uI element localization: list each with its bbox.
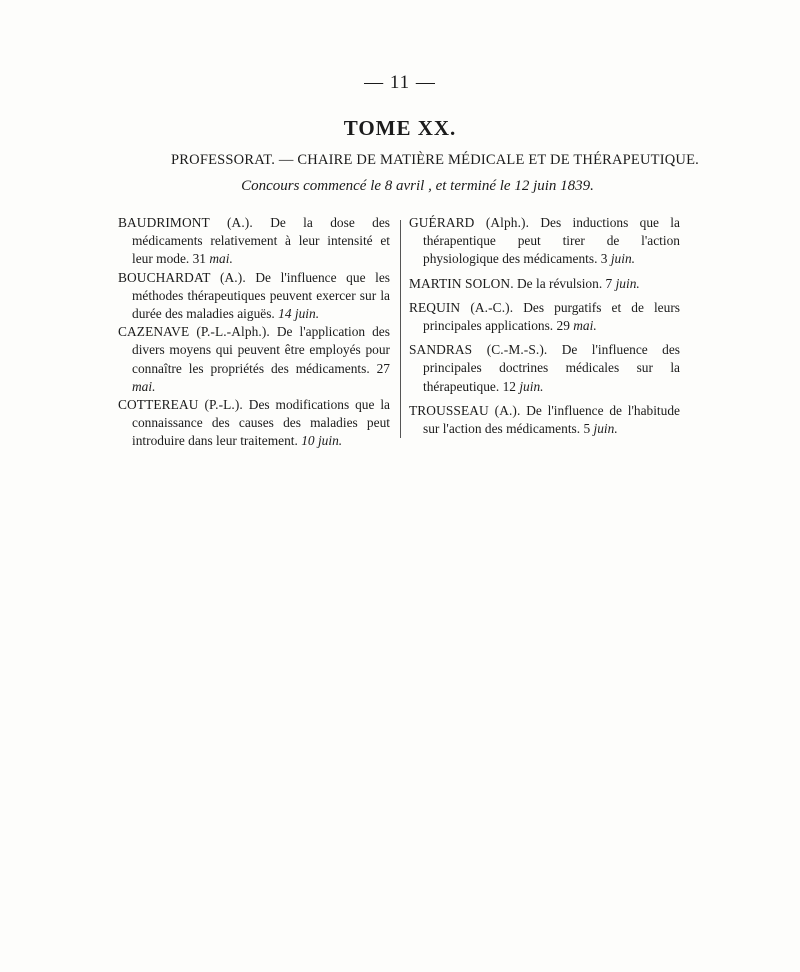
entry-date: 10 juin. <box>301 433 343 449</box>
entry-title: Des inductions que la thérapentique peut tirer de l'action physiologique des médicaments. 3 <box>423 215 680 267</box>
entry-author: MARTIN SOLON. <box>409 275 514 291</box>
dates-text: Concours commencé le 8 avril , et terminé le 12 juin 1839. <box>241 178 594 194</box>
entry-author: BOUCHARDAT (A.). <box>118 269 246 285</box>
entry-author: TROUSSEAU (A.). <box>409 402 521 418</box>
entry-title: De l'influence que les méthodes thérapeutiques peuvent exercer sur la durée des maladies aiguës. <box>132 269 390 322</box>
entry-date: juin. <box>615 275 640 291</box>
list-item <box>409 214 680 269</box>
subject-text: PROFESSORAT. — CHAIRE DE MATIÈRE MÉDICALE ET DE THÉRAPEUTIQUE. <box>171 152 699 168</box>
page-number: — 11 — <box>364 72 436 93</box>
entry-author: BAUDRIMONT (A.). <box>118 215 253 230</box>
column-divider <box>400 220 401 438</box>
entry-author: GUÉRARD (Alph.). <box>409 215 530 230</box>
entry-author: REQUIN (A.-C.). <box>409 299 514 315</box>
entry-date: mai. <box>209 251 233 267</box>
entry-title: De l'influence de l'habitude sur l'action des médicaments. 5 <box>423 402 680 437</box>
list-item <box>409 402 680 438</box>
list-item <box>409 299 680 335</box>
list-item <box>409 341 680 396</box>
page-title: TOME XX. <box>343 116 457 140</box>
entry-title: Des modifications que la connaissance des causes des maladies peut introduire dans leur traitement. <box>132 397 390 449</box>
list-item <box>118 396 390 451</box>
entry-date: juin. <box>519 378 544 394</box>
entry-author: SANDRAS (C.-M.-S.). <box>409 342 548 358</box>
entry-title: De la révulsion. 7 <box>517 275 613 291</box>
entry-date: juin. <box>610 251 636 267</box>
left-column <box>118 214 390 451</box>
list-item <box>118 323 390 396</box>
list-item <box>409 275 680 293</box>
entry-date: mai. <box>573 318 597 334</box>
right-column <box>409 214 680 444</box>
list-item <box>118 214 390 269</box>
entry-title: De la dose des médicaments relativement à leur intensité et leur mode. 31 <box>132 215 391 267</box>
competition-dates <box>0 178 800 195</box>
entry-date: juin. <box>593 421 618 437</box>
entry-title: De l'influence des principales doctrines médicales sur la thérapeutique. 12 <box>423 342 680 394</box>
section-subject <box>0 152 800 169</box>
list-item <box>118 269 390 324</box>
entry-date: mai. <box>132 378 156 394</box>
entry-title: Des purgatifs et de leurs principales applications. 29 <box>423 299 680 334</box>
entry-date: 14 juin. <box>278 306 320 322</box>
entry-title: De l'application des divers moyens qui peuvent être employés pour connaître les propriétés des médicaments. 27 <box>132 324 390 376</box>
entry-author: CAZENAVE (P.-L.-Alph.). <box>118 324 270 340</box>
entry-author: COTTEREAU (P.-L.). <box>118 397 243 413</box>
